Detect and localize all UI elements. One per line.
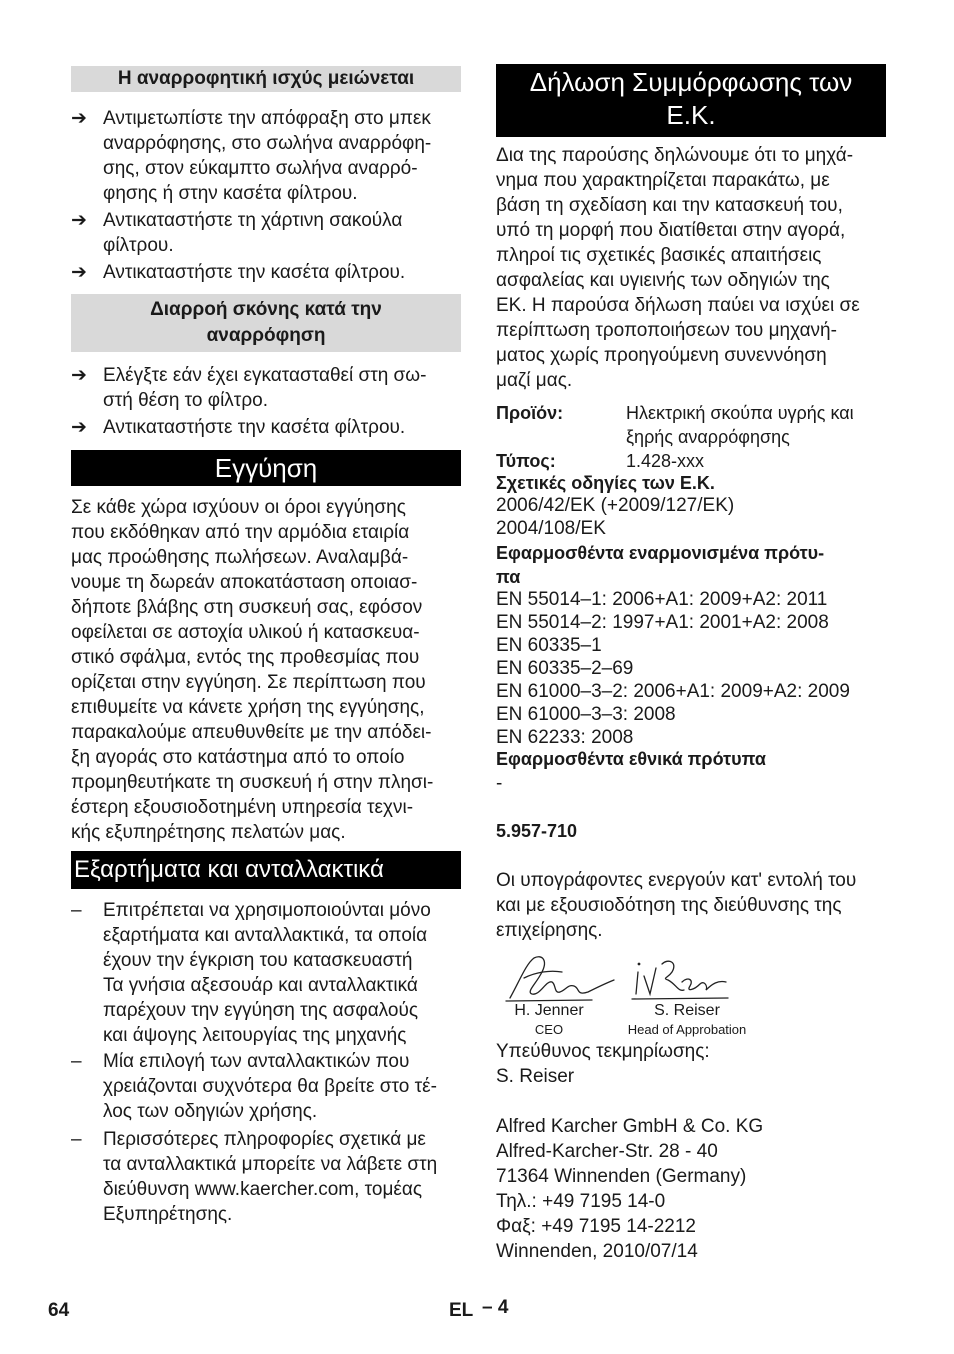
text-line: υπό τη μορφή που διατίθεται στην αγορά, [496, 220, 846, 241]
text-line: στικό σφάλμα, εντός της προθεσμίας που [71, 647, 420, 668]
signatory-name-1: H. Jenner [514, 1002, 584, 1019]
text-line: Τηλ.: +49 7195 14-0 [496, 1191, 666, 1212]
text-line: βάση τη σχεδίαση και την κατασκευή του, [496, 195, 843, 216]
text-line: Alfred Karcher GmbH & Co. KG [496, 1116, 764, 1137]
text-line: που εκδόθηκαν από την αρμόδια εταιρία [71, 522, 410, 543]
text-line: εξαρτήματα και ανταλλακτικά, τα οποία [103, 925, 428, 946]
warranty-paragraph [71, 495, 461, 845]
standard-line: EN 60335–1 [496, 635, 602, 656]
text-line: παρέχουν την εγγύηση της ασφαλούς [103, 1000, 419, 1021]
text-line: προμηθευτήκατε τη συσκευή ή στην πλησι- [71, 772, 434, 793]
text-line: Μία επιλογή των ανταλλακτικών που [103, 1051, 410, 1072]
text-line: ορίζεται στην εγγύηση. Σε περίπτωση που [71, 672, 426, 693]
type-value: 1.428-xxx [626, 451, 705, 471]
signatory-title-2: Head of Approbation [627, 1022, 747, 1037]
standard-line: EN 55014–1: 2006+A1: 2009+A2: 2011 [496, 589, 828, 610]
text-line: λος των οδηγιών χρήσης. [103, 1101, 318, 1122]
text-line: διεύθυνση www.kaercher.com, τομέας [103, 1179, 423, 1200]
text-line: Φαξ: +49 7195 14-2212 [496, 1216, 696, 1237]
text-line: Σε κάθε χώρα ισχύουν οι όροι εγγύησης [71, 497, 406, 518]
text-line: τα ανταλλακτικά μπορείτε να λάβετε στη [103, 1154, 438, 1175]
text-line: Εξυπηρέτησης. [103, 1204, 233, 1225]
national-label: Εφαρμοσθέντα εθνικά πρότυπα [496, 749, 766, 769]
text-line: μαζί μας. [496, 370, 573, 391]
text-line: Οι υπογράφοντες ενεργούν κατ' εντολή του [496, 870, 857, 891]
text-line: φίλτρου. [103, 235, 174, 256]
text-line: Αντικαταστήστε τη χάρτινη σακούλα [103, 210, 403, 231]
label-line: πα [496, 567, 521, 587]
product-value: Ηλεκτρική σκούπα υγρής και ξηρής αναρρόφησης [626, 403, 854, 447]
text-line: στή θέση το φίλτρο. [103, 390, 268, 411]
text-line: Υπεύθυνος τεκμηρίωσης: [496, 1041, 710, 1062]
directives-label: Σχετικές οδηγίες των Ε.Κ. [496, 473, 715, 493]
text-line: χρειάζονται συχνότερα θα βρείτε στο τέ- [103, 1076, 437, 1097]
text-line: περίπτωση τροποποιήσεων του μηχανή- [496, 320, 837, 341]
label-line: Εφαρμοσθέντα εναρμονισμένα πρότυ- [496, 543, 825, 563]
text-line: και με εξουσιοδότηση της διεύθυνσης της [496, 895, 842, 916]
text-line: S. Reiser [496, 1066, 575, 1087]
text-line: ασφαλείας και υγιεινής των οδηγιών της [496, 270, 830, 291]
standard-line: EN 61000–3–3: 2008 [496, 704, 676, 725]
text-line: έστερη εξουσιοδοτημένη υπηρεσία τεχνι- [71, 797, 414, 818]
signatory-title-1: CEO [534, 1022, 564, 1037]
signature-reiser-stroke [636, 972, 638, 994]
signatory-paragraph [496, 868, 886, 943]
text-line: μας προώθησης πωλήσεων. Αναλαμβά- [71, 547, 409, 568]
signature-reiser-stroke [682, 979, 726, 990]
heading-parts: Εξαρτήματα και ανταλλακτικά [71, 851, 461, 889]
directive-line: 2006/42/EK (+2009/127/EK) [496, 495, 735, 516]
text-line: και άψογης λειτουργίας της μηχανής [103, 1025, 407, 1046]
arrow-icon: ➔ [71, 108, 87, 129]
signatory-name-2: S. Reiser [654, 1002, 720, 1019]
directive-line: 2004/108/EK [496, 518, 606, 539]
signature-reiser-dot [638, 963, 641, 966]
heading-line: Διαρροή σκόνης κατά την [150, 299, 382, 320]
standard-line: EN 61000–3–2: 2006+A1: 2009+A2: 2009 [496, 681, 850, 702]
heading-line: αναρρόφηση [206, 325, 326, 346]
text-line: Τα γνήσια αξεσουάρ και ανταλλακτικά [103, 975, 418, 996]
arrow-icon: ➔ [71, 417, 87, 438]
product-label: Προϊόν: [496, 403, 564, 423]
documentation-responsible [496, 1039, 886, 1089]
text-line: Αντικαταστήστε την κασέτα φίλτρου. [103, 417, 406, 438]
arrow-icon: ➔ [71, 262, 87, 283]
text-line: ΕΚ. Η παρούσα δήλωση παύει να ισχύει σε [496, 295, 860, 316]
page-number: 64 [48, 1300, 70, 1321]
heading-declaration [496, 64, 886, 137]
text-line: Winnenden, 2010/07/14 [496, 1241, 698, 1262]
arrow-icon: ➔ [71, 210, 87, 231]
arrow-icon: ➔ [71, 365, 87, 386]
text-line: έχουν την έγκριση του κατασκευαστή [103, 950, 413, 971]
heading-line: Δήλωση Συμμόρφωσης των [529, 67, 853, 97]
dash-icon: – [71, 1051, 82, 1072]
type-label: Τύπος: [496, 451, 556, 471]
text-line: νουμε τη δωρεάν αποκατάσταση οποιασ- [71, 572, 418, 593]
text-line: κής εξυπηρέτησης πελατών μας. [71, 822, 346, 843]
text-line: Περισσότερες πληροφορίες σχετικά με [103, 1129, 426, 1150]
text-line: επιχείρησης. [496, 920, 603, 941]
national-value: - [496, 773, 503, 794]
standard-line: EN 62233: 2008 [496, 727, 634, 748]
text-line: Δια της παρούσης δηλώνουμε ότι το μηχά- [496, 145, 854, 166]
text-line: δήποτε βλάβης στη συσκευή σας, εφόσον [71, 597, 423, 618]
text-line: Ελέγξτε εάν έχει εγκατασταθεί στη σω- [103, 365, 427, 386]
document-number: 5.957-710 [496, 821, 578, 841]
signature-jenner-stroke [524, 971, 562, 978]
signature-reiser-stroke [662, 961, 684, 990]
text-line: παρακαλούμε απευθυνθείτε με την απόδει- [71, 722, 432, 743]
text-line: φησης ή στην κασέτα φίλτρου. [103, 183, 358, 204]
heading-warranty: Εγγύηση [71, 450, 461, 486]
text-line: Επιτρέπεται να χρησιμοποιούνται μόνο [103, 900, 431, 921]
text-line: Alfred-Karcher-Str. 28 - 40 [496, 1141, 718, 1162]
dash-icon: – [71, 900, 82, 921]
signature-reiser-underline [632, 998, 728, 999]
text-line: νημα που χαρακτηρίζεται παρακάτω, με [496, 170, 830, 191]
harmonised-label [496, 541, 824, 589]
text-line: πληροί τις σχετικές βασικές απαιτήσεις [496, 245, 822, 266]
text-line: οφείλεται σε αστοχία υλικού ή κατασκευα- [71, 622, 420, 643]
heading-suction-power: Η αναρροφητική ισχύς μειώνεται [71, 66, 461, 92]
standard-line: EN 55014–2: 1997+A1: 2001+A2: 2008 [496, 612, 829, 633]
section-page: – 4 [482, 1297, 509, 1318]
heading-line: Ε.Κ. [666, 100, 716, 130]
signatures-image [496, 950, 756, 1006]
text-line: επιθυμείτε να κάνετε χρήση της εγγύησης, [71, 697, 425, 718]
heading-dust-leak [71, 294, 461, 352]
language-code: EL [449, 1300, 474, 1321]
signature-reiser-stroke [644, 968, 656, 994]
declaration-intro [496, 143, 886, 393]
text-line: Αντιμετωπίστε την απόφραξη στο μπεκ [103, 108, 431, 129]
text-line: 71364 Winnenden (Germany) [496, 1166, 747, 1187]
text-line: Αντικαταστήστε την κασέτα φίλτρου. [103, 262, 406, 283]
text-line: ματος χωρίς προηγούμενη συνεννόηση [496, 345, 827, 366]
text-line: σης, στον εύκαμπτο σωλήνα αναρρό- [103, 158, 418, 179]
dash-icon: – [71, 1129, 82, 1150]
signature-jenner-underline [506, 1000, 592, 1001]
company-address [496, 1114, 886, 1264]
standard-line: EN 60335–2–69 [496, 658, 634, 679]
text-line: ξη αγοράς στο κατάστημα από το οποίο [71, 747, 405, 768]
text-line: αναρρόφησης, στο σωλήνα αναρρόφη- [103, 133, 432, 154]
